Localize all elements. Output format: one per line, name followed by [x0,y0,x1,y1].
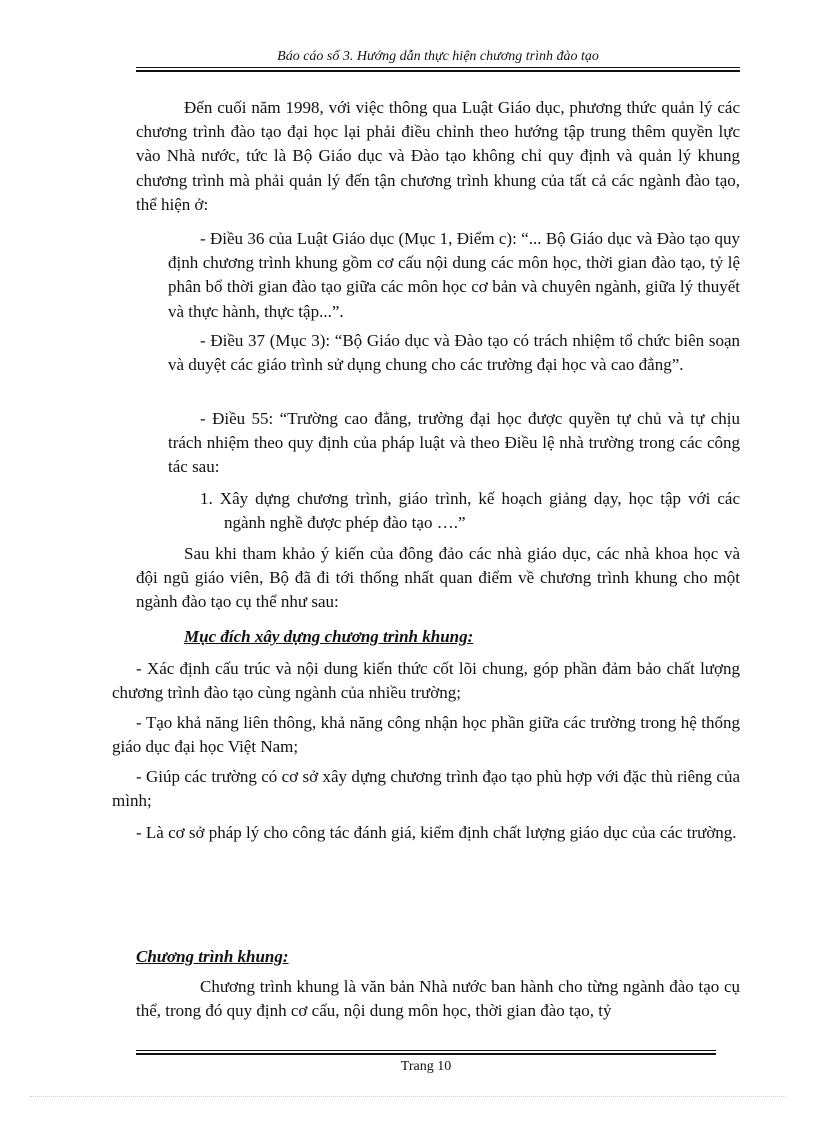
purpose-item-4: - Là cơ sở pháp lý cho công tác đánh giá, kiểm định chất lượng giáo dục của các trường. [136,823,737,842]
page-break-line [30,1096,786,1097]
framework-heading: Chương trình khung: [136,947,289,966]
purpose-item-1: - Xác định cấu trúc và nội dung kiến thức cốt lõi chung, góp phần đảm bảo chất lượng chương trình đào tạo cùng ngành của nhiều trường; [112,659,740,703]
purpose-heading: Mục đích xây dựng chương trình khung: [184,627,474,646]
article-55-quote: - Điều 55: “Trường cao đẳng, trường đại học được quyền tự chủ và tự chịu trách nhiệm theo quy định của pháp luật và theo Điều lệ nhà trường trong các công tác sau: [168,409,740,477]
page-number: Trang 10 [400,1059,452,1074]
footer-rule [136,1050,716,1055]
purpose-item-3: - Giúp các trường có cơ sở xây dựng chương trình đạo tạo phù hợp với đặc thù riêng của mình; [112,767,740,811]
running-header: Báo cáo số 3. Hướng dẫn thực hiện chương trình đào tạo [277,49,599,64]
purpose-item-2: - Tạo khả năng liên thông, khả năng công nhận học phần giữa các trường trong hệ thống giáo dục đại học Việt Nam; [112,713,740,757]
framework-paragraph: Chương trình khung là văn bản Nhà nước ban hành cho từng ngành đào tạo cụ thể, trong đó quy định cơ cấu, nội dung môn học, thời gian đào tạo, tỷ [136,977,740,1021]
consultation-paragraph: Sau khi tham khảo ý kiến của đông đảo các nhà giáo dục, các nhà khoa học và đội ngũ giáo viên, Bộ đã đi tới thống nhất quan điểm về chương trình khung cho một ngành đào tạo cụ thể như sau: [136,544,740,612]
numbered-list-item: 1. Xây dựng chương trình, giáo trình, kế hoạch giảng dạy, học tập với các ngành nghề được phép đào tạo ….” [200,489,740,533]
article-37-quote: - Điều 37 (Mục 3): “Bộ Giáo dục và Đào tạo có trách nhiệm tổ chức biên soạn và duyệt các giáo trình sử dụng chung cho các trường đại học và cao đẳng”. [168,331,740,375]
header-rule [136,67,740,72]
article-36-quote: - Điều 36 của Luật Giáo dục (Mục 1, Điểm c): “... Bộ Giáo dục và Đào tạo quy định chương trình khung gồm cơ cấu nội dung các môn học, thời gian đào tạo, tỷ lệ phân bổ thời gian đào tạo giữa các môn học cơ bản và chuyên ngành, giữa lý thuyết và thực hành, thực tập...”. [168,229,740,321]
intro-paragraph: Đến cuối năm 1998, với việc thông qua Luật Giáo dục, phương thức quản lý các chương trình đào tạo đại học lại phải điều chỉnh theo hướng tập trung thêm quyền lực vào Nhà nước, tức là Bộ Giáo dục và Đào tạo không chỉ quy định và quản lý khung chương trình mà phải quản lý đến tận chương trình khung của tất cả các ngành đào tạo, thể hiện ở: [136,98,740,214]
